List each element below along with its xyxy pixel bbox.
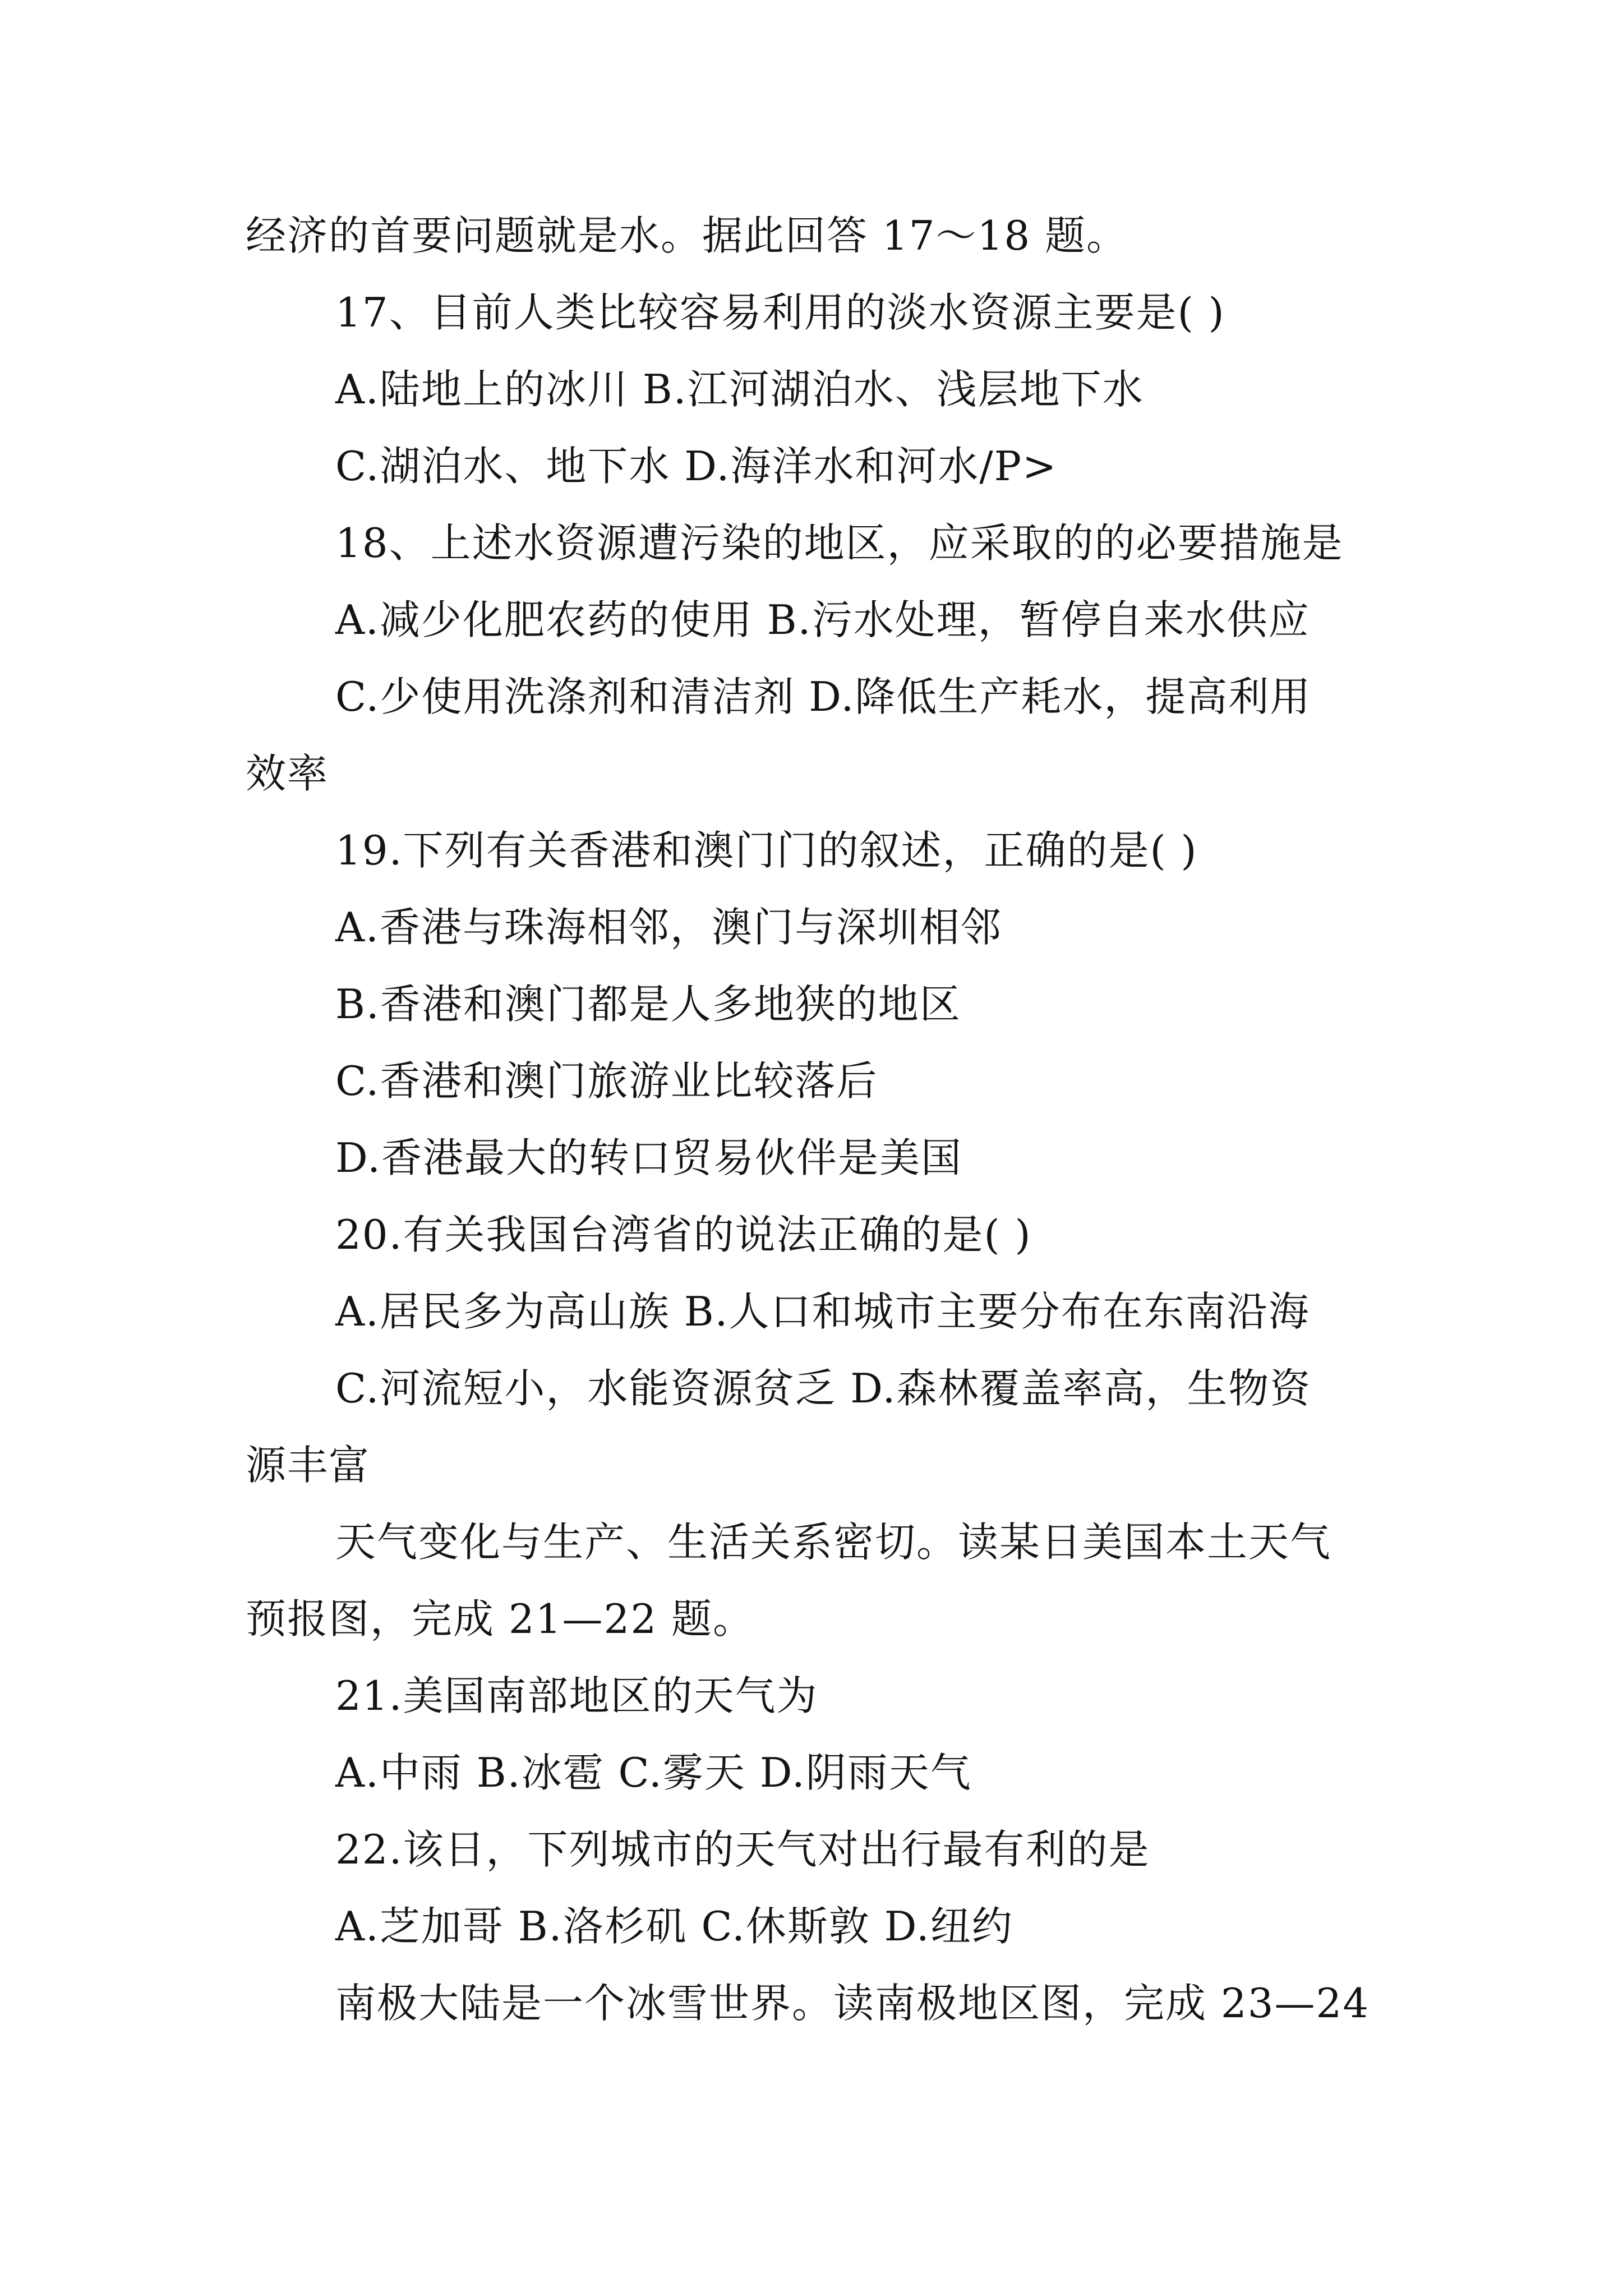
question-21: 21.美国南部地区的天气为 (335, 1672, 818, 1719)
question-21-options: A.中雨 B.冰雹 C.雾天 D.阴雨天气 (335, 1749, 972, 1796)
question-19-option-c: C.香港和澳门旅游业比较落后 (335, 1057, 878, 1105)
question-22-options: A.芝加哥 B.洛杉矶 C.休斯敦 D.纽约 (335, 1903, 1013, 1950)
question-19-option-a: A.香港与珠海相邻，澳门与深圳相邻 (335, 904, 1002, 951)
question-19-option-b: B.香港和澳门都是人多地狭的地区 (335, 981, 961, 1028)
question-18-options-ab: A.减少化肥农药的使用 B.污水处理，暂停自来水供应 (335, 596, 1310, 643)
question-17-options-cd: C.湖泊水、地下水 D.海洋水和河水/P> (335, 443, 1058, 490)
question-20-options-cd-continued: 源丰富 (246, 1442, 371, 1489)
question-18-options-cd-continued: 效率 (246, 750, 329, 797)
question-20-options-ab: A.居民多为高山族 B.人口和城市主要分布在东南沿海 (335, 1288, 1310, 1335)
question-20: 20.有关我国台湾省的说法正确的是( ) (335, 1211, 1032, 1258)
question-17-options-ab: A.陆地上的冰川 B.江河湖泊水、浅层地下水 (335, 366, 1144, 413)
question-20-options-cd: C.河流短小，水能资源贫乏 D.森林覆盖率高，生物资 (335, 1365, 1312, 1412)
question-17: 17、目前人类比较容易利用的淡水资源主要是( ) (335, 289, 1225, 336)
question-18: 18、上述水资源遭污染的地区，应采取的的必要措施是 (335, 519, 1344, 567)
question-18-options-cd: C.少使用洗涤剂和清洁剂 D.降低生产耗水，提高利用 (335, 673, 1312, 720)
question-19: 19.下列有关香港和澳门门的叙述，正确的是( ) (335, 827, 1198, 874)
passage-weather: 天气变化与生产、生活关系密切。读某日美国本土天气 (335, 1519, 1332, 1566)
passage-weather-continued: 预报图，完成 21—22 题。 (246, 1595, 755, 1642)
question-19-option-d: D.香港最大的转口贸易伙伴是美国 (335, 1134, 963, 1181)
question-22: 22.该日，下列城市的天气对出行最有利的是 (335, 1826, 1150, 1873)
passage-antarctica: 南极大陆是一个冰雪世界。读南极地区图，完成 23—24 (335, 1980, 1370, 2027)
text-line: 经济的首要问题就是水。据此回答 17～18 题。 (246, 212, 1128, 259)
